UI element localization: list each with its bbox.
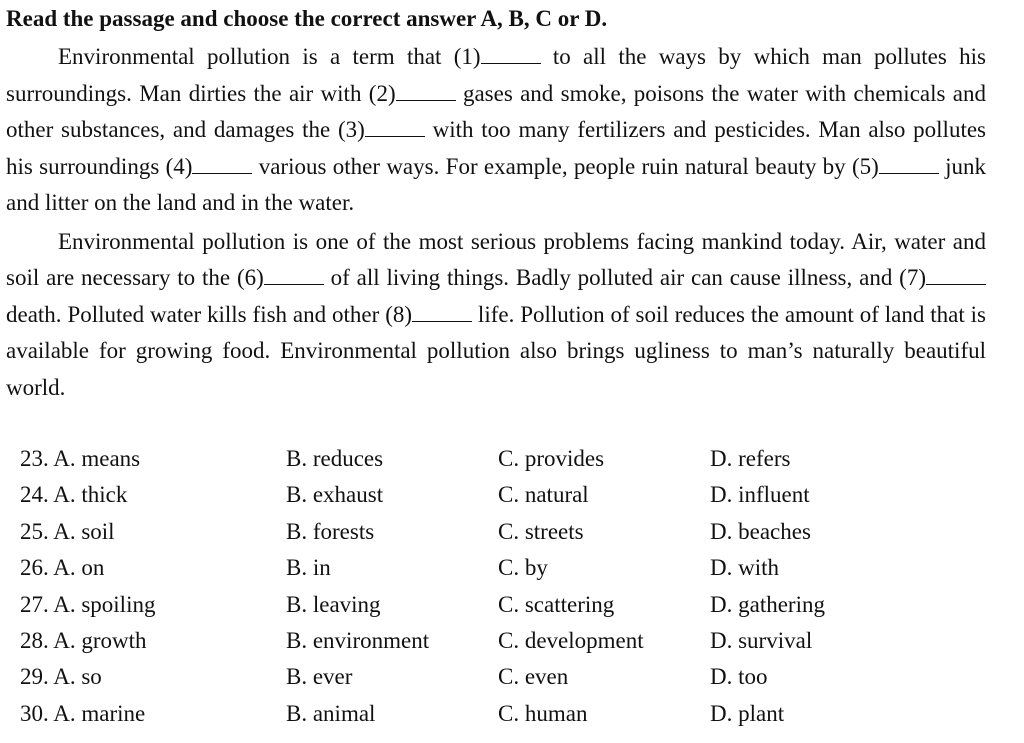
- option-b: B. leaving: [286, 591, 381, 617]
- option-d: D. beaches: [710, 518, 811, 544]
- option-d: D. too: [710, 664, 768, 690]
- passage-text: to all the ways by which man pollutes his surroundings. Man dirties the air with (2): [6, 44, 986, 106]
- option-a: 25. A. soil: [20, 518, 115, 544]
- option-b: B. environment: [286, 627, 430, 653]
- option-c: C. by: [498, 555, 548, 581]
- blank-3: [365, 115, 425, 137]
- question-row: [20, 514, 1000, 550]
- option-a: 26. A. on: [20, 555, 105, 581]
- passage-text: with too many fertilizers and pesticides. Man also pollutes his surroundings (4): [6, 117, 987, 179]
- passage-text: various other ways. For example, people ruin natural beauty by (5): [252, 153, 879, 179]
- option-c: C. streets: [498, 518, 584, 544]
- option-c: C. natural: [498, 482, 589, 508]
- option-d: D. plant: [710, 700, 785, 726]
- option-c: C. even: [498, 664, 569, 690]
- question-row: [20, 587, 1000, 623]
- option-b: B. forests: [286, 518, 375, 544]
- option-d: D. with: [710, 555, 779, 581]
- option-a: 24. A. thick: [20, 482, 128, 508]
- answer-options-list: [20, 441, 1000, 732]
- option-a: 23. A. means: [20, 446, 141, 471]
- passage-text: life. Pollution of soil reduces the amount of land that is available for growing food. Environmental pollution also brings ugliness to man’s naturally beautiful world.: [6, 301, 986, 400]
- option-d: D. survival: [710, 627, 813, 653]
- option-b: B. animal: [286, 700, 376, 726]
- question-row: [20, 441, 1000, 477]
- option-a: 30. A. marine: [20, 700, 146, 726]
- blank-6: [264, 263, 324, 285]
- option-d: D. influent: [710, 482, 810, 508]
- question-row: [20, 696, 1000, 732]
- blank-7: [926, 263, 986, 285]
- blank-1: [481, 42, 541, 64]
- blank-2: [396, 79, 456, 101]
- option-c: C. development: [498, 627, 644, 653]
- option-c: C. human: [498, 700, 588, 726]
- question-row: [20, 623, 1000, 659]
- passage-paragraph-1: [6, 39, 986, 222]
- passage-text: junk and litter on the land and in the water.: [6, 153, 987, 215]
- blank-8: [412, 300, 472, 322]
- option-a: 29. A. so: [20, 664, 102, 690]
- passage-text: death. Polluted water kills fish and other (8): [6, 301, 413, 327]
- question-row: [20, 550, 1000, 586]
- passage-text: Environmental pollution is one of the most serious problems facing mankind today. Air, water and soil are necessary to the (6): [6, 228, 986, 290]
- option-c: C. scattering: [498, 591, 615, 617]
- instruction-heading: Read the passage and choose the correct answer A, B, C or D.: [6, 6, 608, 31]
- document-page: [6, 4, 986, 406]
- option-b: B. reduces: [286, 446, 384, 471]
- option-a: 28. A. growth: [20, 627, 147, 653]
- passage-text: of all living things. Badly polluted air can cause illness, and (7): [323, 265, 926, 290]
- question-row: [20, 659, 1000, 695]
- question-row: [20, 477, 1000, 513]
- option-d: D. refers: [710, 446, 791, 471]
- passage-paragraph-2: [6, 224, 986, 407]
- option-b: B. exhaust: [286, 482, 384, 508]
- blank-5: [879, 152, 939, 174]
- option-b: B. in: [286, 555, 331, 581]
- passage-text: Environmental pollution is a term that (1): [58, 44, 481, 69]
- option-c: C. provides: [498, 446, 605, 471]
- blank-4: [192, 152, 252, 174]
- passage-text: gases and smoke, poisons the water with chemicals and other substances, and damages the (3): [6, 80, 986, 142]
- option-b: B. ever: [286, 664, 353, 690]
- option-d: D. gathering: [710, 591, 825, 617]
- option-a: 27. A. spoiling: [20, 591, 156, 617]
